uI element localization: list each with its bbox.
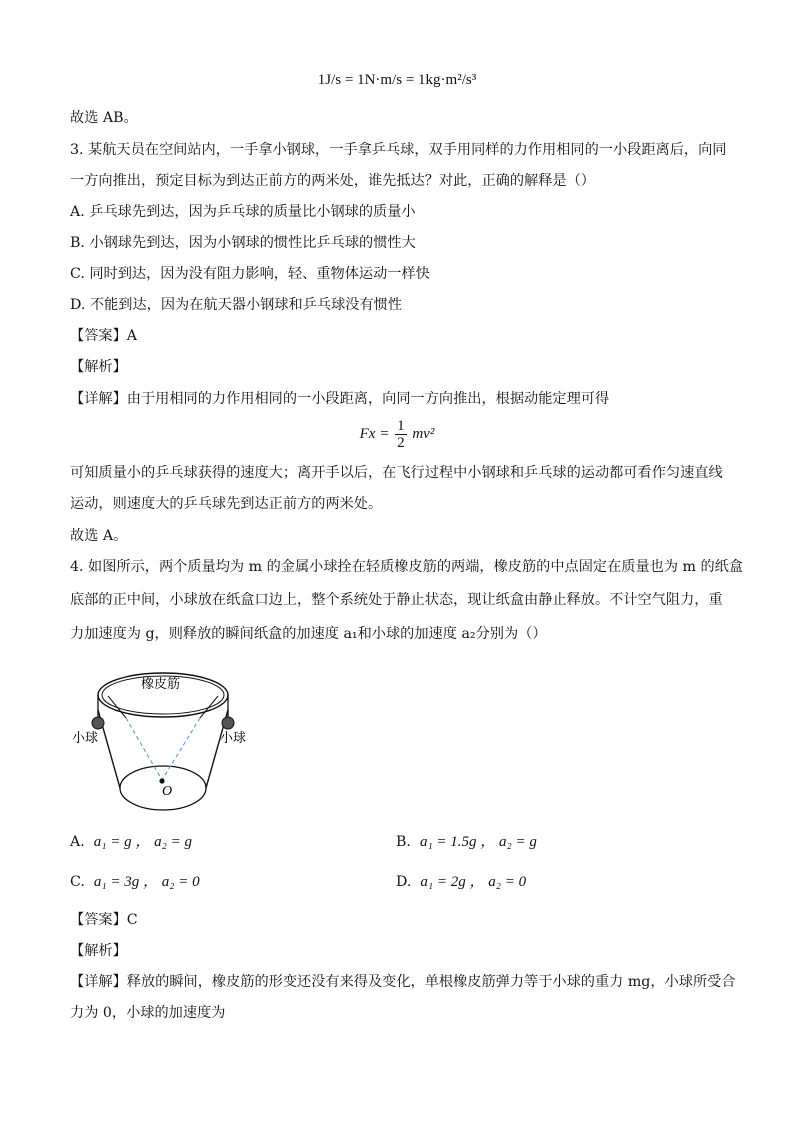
q4-detail-line2: 力为 0，小球的加速度为: [70, 1005, 226, 1021]
center-label: O: [162, 784, 173, 799]
q4-stem-line1: 4. 如图所示，两个质量均为 m 的金属小球拴在轻质橡皮筋的两端，橡皮筋的中点固定在质量也为 m 的纸盒: [70, 559, 744, 575]
q4-option-b: [396, 832, 537, 852]
option-letter: C.: [70, 874, 85, 890]
q4-stem-line2: 底部的正中间，小球放在纸盒口边上，整个系统处于静止状态，现让纸盒由静止释放。不计空气阻力，重: [70, 592, 723, 608]
q4-analysis-tag: 【解析】: [70, 943, 127, 959]
paper-cup-diagram: [66, 660, 266, 820]
kinetic-energy-formula: [0, 418, 794, 451]
band-left-segment: [108, 696, 126, 718]
detail-tag: 【详解】: [70, 391, 127, 407]
answer-tag: 【答案】: [70, 328, 127, 344]
answer-tag: 【答案】: [70, 912, 127, 928]
left-ball: [92, 717, 104, 729]
fraction: [395, 418, 407, 451]
power-unit-formula: 1J/s = 1N·m/s = 1kg·m²/s³: [317, 72, 477, 88]
q3-choice: 故选 A。: [70, 528, 128, 544]
q4-stem-line3: 力加速度为 g，则释放的瞬间纸盒的加速度 a₁和小球的加速度 a₂分别为（）: [70, 626, 547, 642]
q3-option-a: A. 乒乓球先到达，因为乒乓球的质量比小钢球的质量小: [70, 204, 416, 220]
formula-rhs: mv²: [412, 425, 435, 442]
option-math: a₁ = 2g ， a₂ = 0: [420, 874, 527, 890]
band-right-segment: [200, 696, 218, 718]
right-ball: [222, 717, 234, 729]
option-letter: B.: [396, 834, 411, 850]
band-left-dashed: [126, 718, 162, 780]
answer-value: C: [126, 912, 138, 928]
q3-option-d: D. 不能到达，因为在航天器小钢球和乒乓球没有惯性: [70, 297, 403, 313]
option-letter: A.: [70, 834, 85, 850]
q4-answer: [70, 910, 726, 930]
q4-option-c: [70, 872, 200, 892]
q3-option-b: B. 小钢球先到达，因为小钢球的惯性比乒乓球的惯性大: [70, 235, 416, 251]
q3-detail-line3: 运动，则速度大的乒乓球先到达正前方的两米处。: [70, 496, 383, 512]
option-math: a₁ = g ， a₂ = g: [93, 834, 192, 850]
option-letter: D.: [396, 874, 412, 890]
cup-figure-svg: [66, 660, 266, 820]
q3-stem-line1: 3. 某航天员在空间站内，一手拿小钢球，一手拿乒乓球，双手用同样的力作用相同的一小段距离后，向同: [70, 142, 727, 158]
right-ball-label: 小球: [220, 731, 247, 746]
q3-option-c: C. 同时到达，因为没有阻力影响，轻、重物体运动一样快: [70, 266, 430, 282]
q3-detail-line2: 可知质量小的乒乓球获得的速度大；离开手以后，在飞行过程中小钢球和乒乓球的运动都可看作匀速直线: [70, 465, 723, 481]
prev-choice: 故选 AB。: [70, 110, 138, 126]
q3-detail-line1: [70, 389, 726, 409]
q3-answer: [70, 326, 726, 346]
option-math: a₁ = 3g ， a₂ = 0: [93, 874, 200, 890]
band-right-dashed: [162, 718, 200, 780]
formula-lhs: Fx =: [359, 425, 390, 442]
q4-option-d: [396, 872, 526, 892]
detail-text: 由于用相同的力作用相同的一小段距离，向同一方向推出，根据动能定理可得: [126, 391, 610, 407]
q4-option-a: [70, 832, 192, 852]
q3-stem-line2: 一方向推出，预定目标为到达正前方的两米处，谁先抵达？对此，正确的解释是（）: [70, 173, 595, 189]
q3-analysis-tag: 【解析】: [70, 359, 127, 375]
fraction-numerator: 1: [397, 418, 405, 434]
option-math: a₁ = 1.5g ， a₂ = g: [419, 834, 537, 850]
answer-value: A: [126, 328, 138, 344]
detail-tag: 【详解】: [70, 974, 127, 990]
detail-text: 释放的瞬间，橡皮筋的形变还没有来得及变化，单根橡皮筋弹力等于小球的重力 mg，小球所受合: [126, 974, 736, 990]
band-label: 橡皮筋: [141, 677, 181, 692]
left-ball-label: 小球: [72, 731, 99, 746]
center-point: [159, 778, 164, 783]
fraction-denominator: 2: [397, 435, 405, 451]
q4-detail-line1: [70, 972, 736, 992]
